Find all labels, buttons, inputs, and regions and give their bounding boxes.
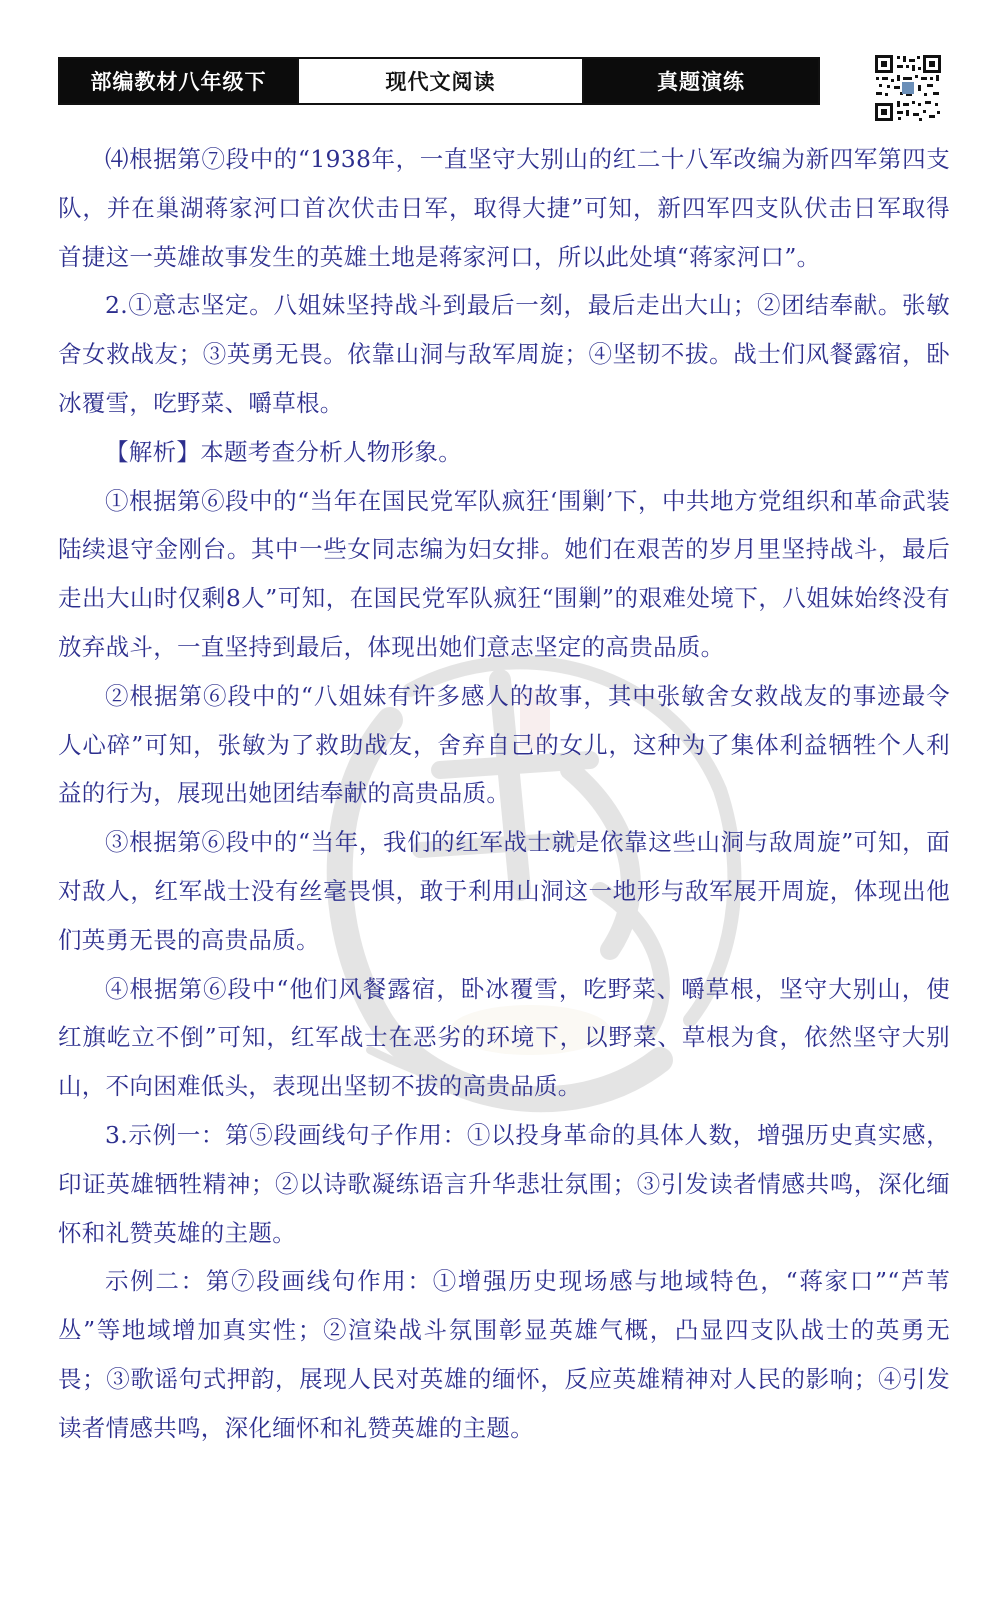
paragraph-answer-3-example-1: 3.示例一：第⑤段画线句子作用：①以投身革命的具体人数，增强历史真实感，印证英雄牺牲精神；②以诗歌凝练语言升华悲壮氛围；③引发读者情感共鸣，深化缅怀和礼赞英雄的主题。 [58,1120,950,1247]
paragraph-analysis-2: ②根据第⑥段中的“八姐妹有许多感人的故事，其中张敏舍女救战友的事迹最令人心碎”可知，张敏为了救助战友，舍弃自己的女儿，这种为了集体利益牺牲个人利益的行为，展现出她团结奉献的高贵品质。 [58,681,950,808]
paragraph-answer-3-example-2: 示例二：第⑦段画线句作用：①增强历史现场感与地域特色，“蒋家口”“芦苇丛”等地域增加真实性；②渲染战斗氛围彰显英雄气概，凸显四支队战士的英勇无畏；③歌谣句式押韵，展现人民对英雄的缅怀，反应英雄精神对人民的影响；④引发读者情感共鸣，深化缅怀和礼赞英雄的主题。 [58,1267,950,1442]
header-bar [58,57,820,105]
answer-content [58,135,950,1453]
paragraph-analysis-1: ①根据第⑥段中的“当年在国民党军队疯狂‘围剿’下，中共地方党组织和革命武装陆续退守金刚台。其中一些女同志编为妇女排。她们在艰苦的岁月里坚持战斗，最后走出大山时仅剩8人”可知，在国民党军队疯狂“围剿”的艰难处境下，八姐妹始终没有放弃战斗，一直坚持到最后，体现出她们意志坚定的高贵品质。 [58,486,950,661]
header-section-title: 现代文阅读 [297,59,584,103]
paragraph-analysis-heading: 【解析】本题考查分析人物形象。 [105,437,462,466]
paragraph-answer-2: 2.①意志坚定。八姐妹坚持战斗到最后一刻，最后走出大山；②团结奉献。张敏舍女救战友；③英勇无畏。依靠山洞与敌军周旋；④坚韧不拔。战士们风餐露宿，卧冰覆雪，吃野菜、嚼草根。 [58,291,950,417]
header-textbook-label: 部编教材八年级下 [60,59,297,103]
paragraph-answer-1-4: ⑷根据第⑦段中的“1938年，一直坚守大别山的红二十八军改编为新四军第四支队，并在巢湖蒋家河口首次伏击日军，取得大捷”可知，新四军四支队伏击日军取得首捷这一英雄故事发生的英雄土地是蒋家河口，所以此处填“蒋家河口”。 [58,145,950,271]
header-practice-label: 真题演练 [584,59,818,103]
paragraph-analysis-4: ④根据第⑥段中“他们风餐露宿，卧冰覆雪，吃野菜、嚼草根，坚守大别山，使红旗屹立不倒”可知，红军战士在恶劣的环境下，以野菜、草根为食，依然坚守大别山，不向困难低头，表现出坚韧不拔的高贵品质。 [58,974,950,1101]
qr-code-icon [873,53,943,123]
paragraph-analysis-3: ③根据第⑥段中的“当年，我们的红军战士就是依靠这些山洞与敌周旋”可知，面对敌人，红军战士没有丝毫畏惧，敢于利用山洞这一地形与敌军展开周旋，体现出他们英勇无畏的高贵品质。 [58,828,950,954]
